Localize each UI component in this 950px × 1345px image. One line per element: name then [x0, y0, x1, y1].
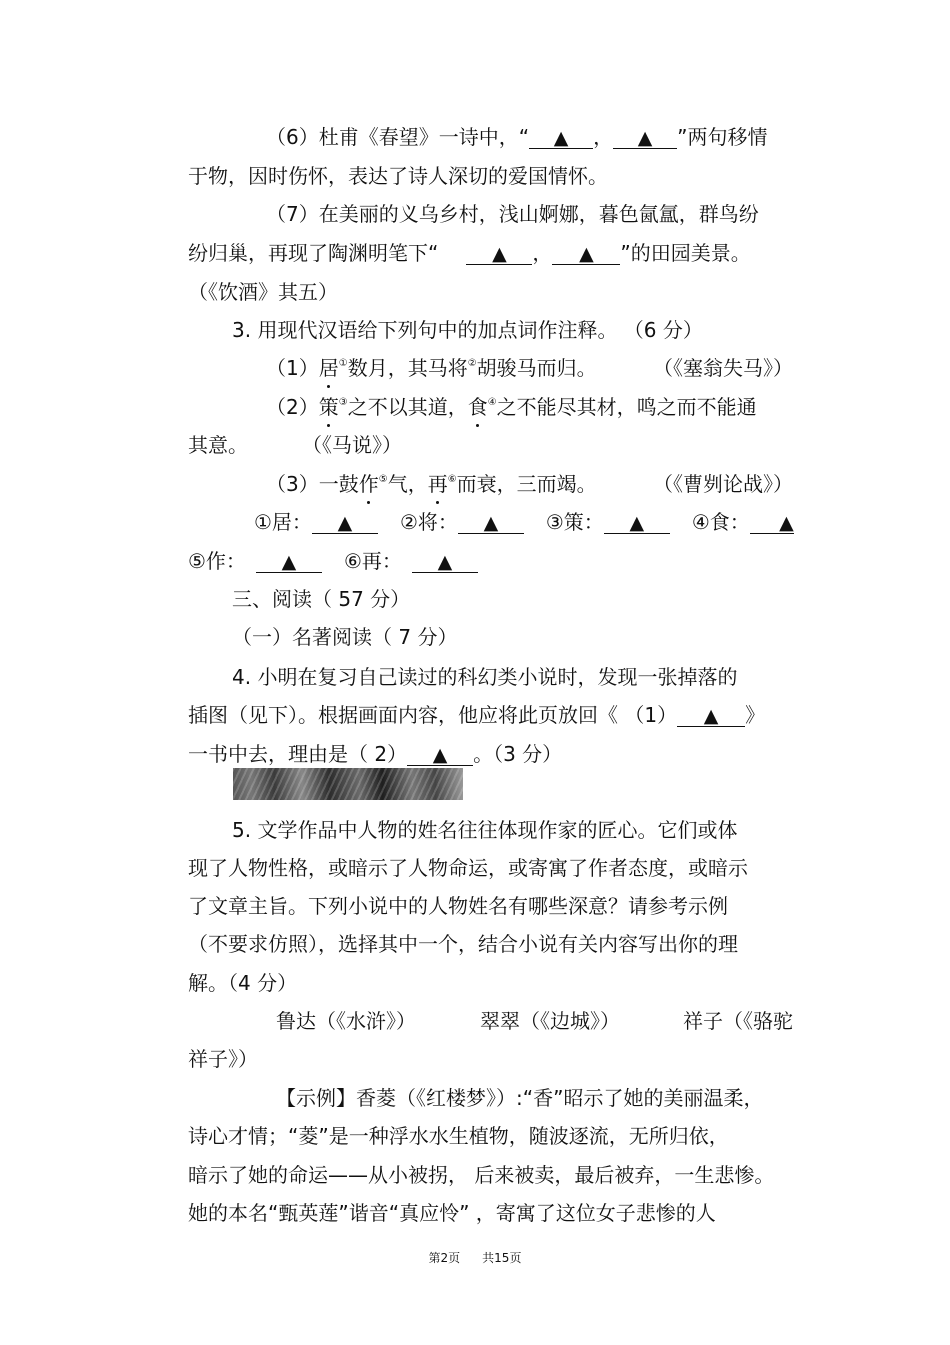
- illustration-image: [233, 768, 463, 800]
- q3-s2-source: （《马说》）: [302, 433, 402, 457]
- note-marker-4: ④: [487, 397, 497, 408]
- q2-item6-text-a: （6）杜甫《春望》一诗中，“: [266, 125, 530, 149]
- q3-s3-mid: 气，: [387, 472, 428, 496]
- note-marker-3: ③: [338, 397, 348, 408]
- answer-blank-6b[interactable]: [613, 124, 677, 149]
- triangle-icon: ▲: [483, 512, 499, 534]
- q5-line5: 解。（4 分）: [188, 971, 298, 995]
- q2-item7-text-b: 纷归巢，再现了陶渊明笔下“: [188, 241, 439, 265]
- q2-item7-text-c: ”的田园美景。: [620, 241, 751, 265]
- answer-label-ce: ③策：: [545, 510, 604, 534]
- q3-sentence-3: [266, 471, 597, 497]
- note-marker-2: ②: [467, 358, 477, 369]
- subsection-heading: （一）名著阅读（ 7 分）: [232, 625, 458, 649]
- q5-line2: 现了人物性格，或暗示了人物命运，或寄寓了作者态度，或暗示: [188, 856, 748, 880]
- answer-blank-6a[interactable]: [529, 124, 593, 149]
- answer-label-ju: ①居：: [254, 510, 312, 534]
- q3-s2-mid: 之不以其道，: [347, 395, 468, 419]
- q4-line3: [188, 741, 562, 767]
- q5-line4: （不要求仿照），选择其中一个，结合小说有关内容写出你的理: [188, 932, 738, 956]
- q3-sentence-2: [266, 394, 757, 420]
- triangle-icon: ▲: [492, 243, 507, 265]
- dotted-word-zuo: 作: [358, 472, 379, 496]
- answer-blank-7a[interactable]: [466, 240, 532, 265]
- example-line2: 诗心才情；“菱”是一种浮水水生植物，随波逐流，无所归依，: [188, 1124, 729, 1148]
- q2-item7-line2: [188, 240, 751, 266]
- q3-answers-row2: [188, 548, 478, 574]
- q3-stem: 3. 用现代汉语给下列句中的加点词作注释。 （6 分）: [232, 318, 703, 342]
- q5-line3: 了文章主旨。下列小说中的人物姓名有哪些深意？请参考示例: [188, 894, 728, 918]
- dotted-word-shi: 食: [467, 395, 488, 419]
- page-footer: [0, 1249, 950, 1266]
- q3-s2-line2: 其意。: [188, 433, 248, 457]
- example-line3: 暗示了她的命运——从小被拐， 后来被卖，最后被弃，一生悲惨。: [188, 1163, 775, 1187]
- answer-blank-ce[interactable]: [604, 509, 670, 534]
- triangle-icon: ▲: [579, 243, 594, 265]
- answer-blank-7b[interactable]: [552, 240, 620, 265]
- page-total: 共15页: [482, 1251, 522, 1265]
- q2-item6-line1: [266, 124, 767, 150]
- q3-s2-prefix: （2）: [266, 395, 319, 419]
- q3-s1-end: 胡骏马而归。: [476, 356, 597, 380]
- section-heading: 三、阅读（ 57 分）: [232, 587, 411, 611]
- answer-label-jiang: ②将：: [399, 510, 458, 534]
- answer-blank-shi[interactable]: [750, 509, 794, 534]
- q3-s2-end: 之不能尽其材，鸣之而不能通: [496, 395, 757, 419]
- note-marker-6: ⑥: [447, 474, 457, 485]
- dotted-word-zai: 再: [427, 472, 448, 496]
- dotted-word-ju: 居: [318, 356, 339, 380]
- q3-sentence-1: [266, 355, 597, 381]
- dotted-word-ce: 策: [318, 395, 339, 419]
- q4-text-d: 。（3 分）: [473, 742, 563, 766]
- q4-text-a: 插图（见下）。根据画面内容，他应将此页放回《 （1）: [188, 703, 678, 727]
- q5-name-cuicui: 翠翠（《边城》）: [480, 1009, 620, 1033]
- triangle-icon: ▲: [437, 551, 453, 573]
- q4-line2: [188, 702, 765, 728]
- answer-blank-zai[interactable]: [412, 548, 478, 573]
- triangle-icon: ▲: [432, 744, 448, 766]
- q2-item7-sep: ，: [532, 241, 553, 265]
- q4-text-c: 一书中去，理由是（ 2）: [188, 742, 408, 766]
- note-marker-1: ①: [338, 358, 348, 369]
- triangle-icon: ▲: [703, 705, 719, 727]
- triangle-icon: ▲: [337, 512, 353, 534]
- example-line4: 她的本名“甄英莲”谐音“真应怜” ，寄寓了这位女子悲惨的人: [188, 1201, 716, 1225]
- q5-name-luda: 鲁达（《水浒》）: [276, 1009, 416, 1033]
- q2-item6-line2: 于物，因时伤怀，表达了诗人深切的爱国情怀。: [188, 164, 608, 188]
- triangle-icon: ▲: [637, 127, 653, 149]
- q3-s1-prefix: （1）: [266, 356, 319, 380]
- triangle-icon: ▲: [553, 127, 569, 149]
- answer-label-shi: ④食：: [691, 510, 750, 534]
- q3-s3-prefix: （3）一鼓: [266, 472, 359, 496]
- q4-line1: 4. 小明在复习自己读过的科幻类小说时，发现一张掉落的: [232, 665, 738, 689]
- q3-s1-source: （《塞翁失马》）: [653, 356, 793, 380]
- note-marker-5: ⑤: [378, 474, 388, 485]
- triangle-icon: ▲: [629, 512, 645, 534]
- answer-blank-jiang[interactable]: [458, 509, 524, 534]
- q3-s1-mid: 数月，其马将: [347, 356, 468, 380]
- q3-s3-end: 而衰，三而竭。: [456, 472, 597, 496]
- answer-blank-ju[interactable]: [312, 509, 378, 534]
- q2-item6-text-b: ”两句移情: [677, 125, 768, 149]
- q5-name-xiangzi: 祥子（《骆驼: [683, 1009, 793, 1033]
- answer-blank-zuo[interactable]: [256, 548, 322, 573]
- q2-item7-line1: （7）在美丽的义乌乡村，浅山婀娜，暮色氤氲，群鸟纷: [266, 202, 759, 226]
- answer-blank-q4-1[interactable]: [677, 702, 745, 727]
- triangle-icon: ▲: [281, 551, 297, 573]
- example-line1: 【示例】香菱（《红楼梦》）:“香”昭示了她的美丽温柔，: [276, 1086, 764, 1110]
- page-number: 第2页: [428, 1251, 461, 1265]
- answer-label-zai: ⑥再：: [343, 549, 402, 573]
- q5-line1: 5. 文学作品中人物的姓名往往体现作家的匠心。它们或体: [232, 818, 738, 842]
- answer-label-zuo: ⑤作：: [188, 549, 246, 573]
- q4-text-b: 》: [745, 703, 766, 727]
- q5-name-xiangzi-tail: 祥子》）: [188, 1047, 258, 1071]
- q2-item7-line3: （《饮酒》其五）: [188, 280, 338, 304]
- answer-blank-q4-2[interactable]: [407, 741, 473, 766]
- q3-s3-source: （《曹刿论战》）: [653, 472, 793, 496]
- q3-answers-row1: [254, 509, 794, 535]
- triangle-icon: ▲: [779, 512, 794, 534]
- q2-item6-sep: ，: [593, 125, 614, 149]
